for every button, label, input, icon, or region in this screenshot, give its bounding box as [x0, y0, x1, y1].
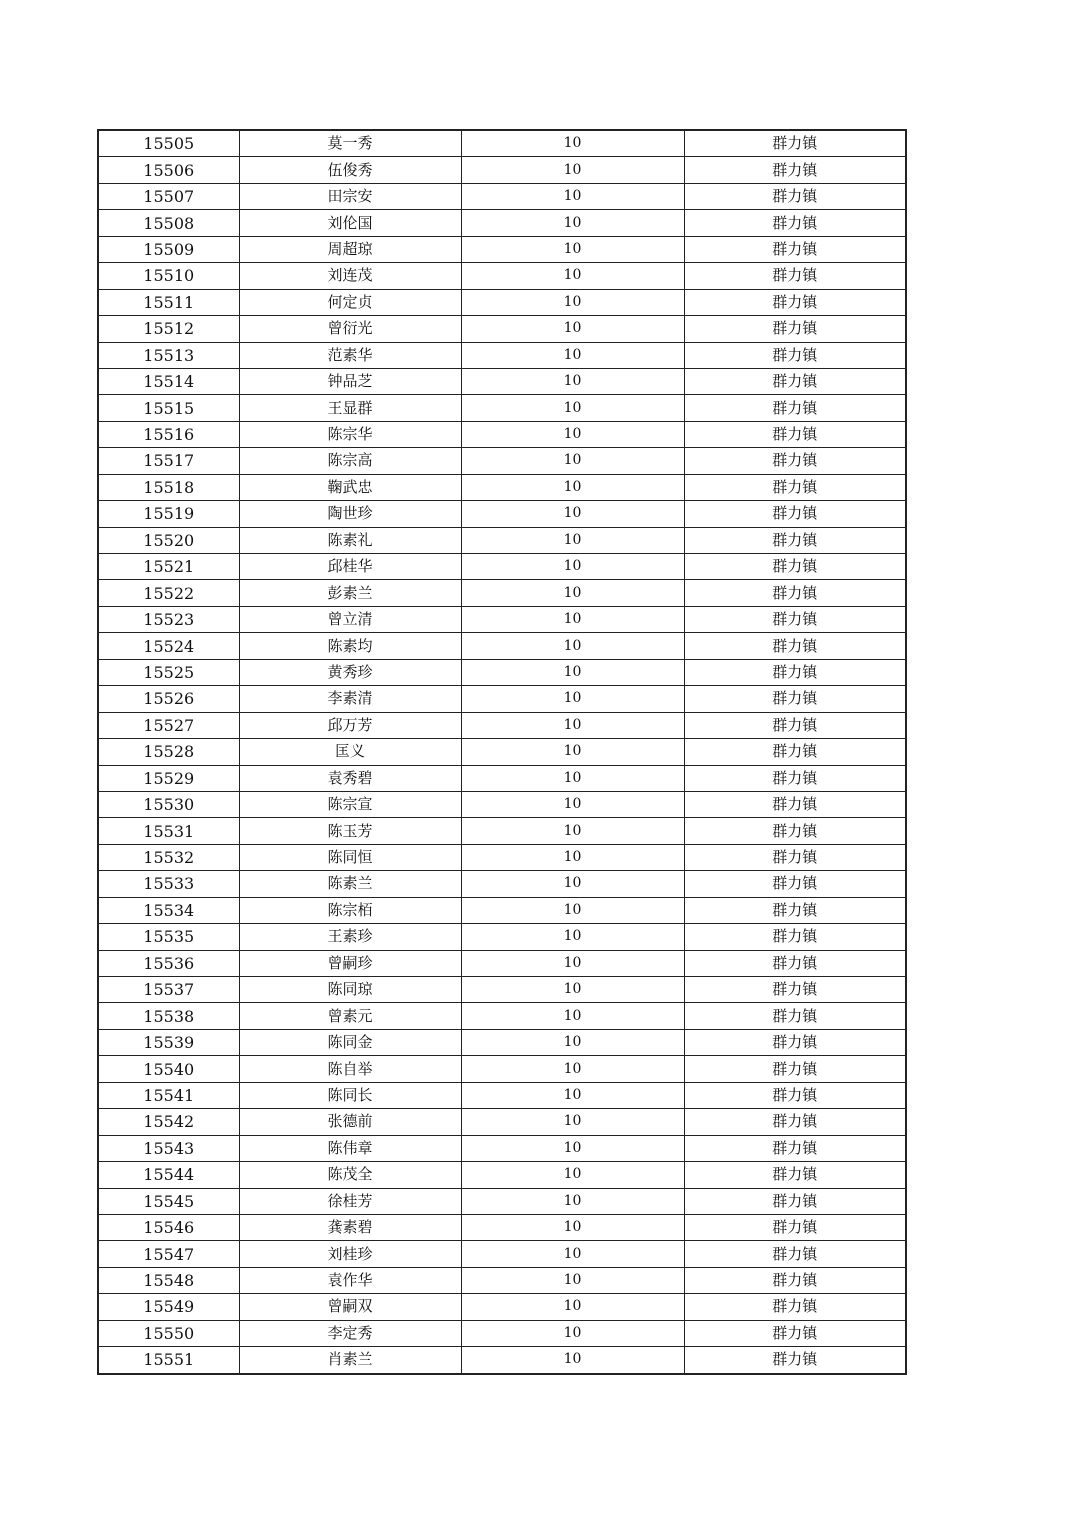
- row-town-cell: 群力镇: [684, 1267, 906, 1293]
- row-id-cell: 15535: [98, 924, 239, 950]
- row-name-cell: 陶世珍: [239, 501, 461, 527]
- row-name-cell: 邱万芳: [239, 712, 461, 738]
- table-row: [98, 580, 906, 606]
- row-town-cell: 群力镇: [684, 1003, 906, 1029]
- row-name-cell: 周超琼: [239, 236, 461, 262]
- table-body: [98, 130, 906, 1374]
- table-row: [98, 421, 906, 447]
- row-town-cell: 群力镇: [684, 157, 906, 183]
- row-name-cell: 钟品芝: [239, 368, 461, 394]
- row-town-cell: 群力镇: [684, 765, 906, 791]
- row-name-cell: 陈同长: [239, 1082, 461, 1108]
- table-row: [98, 1320, 906, 1346]
- table-row: [98, 1241, 906, 1267]
- table-row: [98, 289, 906, 315]
- row-id-cell: 15507: [98, 183, 239, 209]
- row-amount-cell: 10: [461, 1294, 684, 1320]
- row-id-cell: 15543: [98, 1135, 239, 1161]
- table-row: [98, 342, 906, 368]
- row-town-cell: 群力镇: [684, 791, 906, 817]
- row-town-cell: 群力镇: [684, 1029, 906, 1055]
- row-amount-cell: 10: [461, 924, 684, 950]
- row-amount-cell: 10: [461, 236, 684, 262]
- row-id-cell: 15522: [98, 580, 239, 606]
- row-name-cell: 黄秀珍: [239, 659, 461, 685]
- table-row: [98, 818, 906, 844]
- row-id-cell: 15537: [98, 977, 239, 1003]
- row-id-cell: 15548: [98, 1267, 239, 1293]
- row-amount-cell: 10: [461, 421, 684, 447]
- row-amount-cell: 10: [461, 1029, 684, 1055]
- row-name-cell: 王素珍: [239, 924, 461, 950]
- row-amount-cell: 10: [461, 289, 684, 315]
- row-id-cell: 15536: [98, 950, 239, 976]
- row-id-cell: 15515: [98, 395, 239, 421]
- row-name-cell: 陈宗高: [239, 448, 461, 474]
- row-amount-cell: 10: [461, 1082, 684, 1108]
- row-town-cell: 群力镇: [684, 1294, 906, 1320]
- table-row: [98, 236, 906, 262]
- table-row: [98, 183, 906, 209]
- row-id-cell: 15517: [98, 448, 239, 474]
- row-amount-cell: 10: [461, 210, 684, 236]
- row-amount-cell: 10: [461, 791, 684, 817]
- row-town-cell: 群力镇: [684, 501, 906, 527]
- table-row: [98, 606, 906, 632]
- row-amount-cell: 10: [461, 739, 684, 765]
- row-town-cell: 群力镇: [684, 263, 906, 289]
- row-amount-cell: 10: [461, 871, 684, 897]
- table-row: [98, 1056, 906, 1082]
- row-name-cell: 陈茂全: [239, 1162, 461, 1188]
- row-amount-cell: 10: [461, 1188, 684, 1214]
- row-amount-cell: 10: [461, 1214, 684, 1240]
- row-id-cell: 15509: [98, 236, 239, 262]
- row-id-cell: 15521: [98, 554, 239, 580]
- row-amount-cell: 10: [461, 316, 684, 342]
- row-name-cell: 陈玉芳: [239, 818, 461, 844]
- table-row: [98, 897, 906, 923]
- table-row: [98, 368, 906, 394]
- table-row: [98, 633, 906, 659]
- table-row: [98, 871, 906, 897]
- row-town-cell: 群力镇: [684, 183, 906, 209]
- row-amount-cell: 10: [461, 1003, 684, 1029]
- table-row: [98, 1003, 906, 1029]
- table-row: [98, 157, 906, 183]
- row-town-cell: 群力镇: [684, 316, 906, 342]
- row-town-cell: 群力镇: [684, 1188, 906, 1214]
- row-id-cell: 15520: [98, 527, 239, 553]
- row-name-cell: 徐桂芳: [239, 1188, 461, 1214]
- table-row: [98, 765, 906, 791]
- row-name-cell: 李定秀: [239, 1320, 461, 1346]
- row-name-cell: 陈伟章: [239, 1135, 461, 1161]
- row-town-cell: 群力镇: [684, 395, 906, 421]
- row-town-cell: 群力镇: [684, 1320, 906, 1346]
- row-town-cell: 群力镇: [684, 236, 906, 262]
- row-id-cell: 15512: [98, 316, 239, 342]
- row-amount-cell: 10: [461, 448, 684, 474]
- table-row: [98, 1347, 906, 1374]
- row-town-cell: 群力镇: [684, 1082, 906, 1108]
- row-name-cell: 田宗安: [239, 183, 461, 209]
- row-town-cell: 群力镇: [684, 130, 906, 157]
- row-name-cell: 邱桂华: [239, 554, 461, 580]
- row-amount-cell: 10: [461, 950, 684, 976]
- row-town-cell: 群力镇: [684, 289, 906, 315]
- row-town-cell: 群力镇: [684, 871, 906, 897]
- row-amount-cell: 10: [461, 474, 684, 500]
- row-amount-cell: 10: [461, 659, 684, 685]
- row-amount-cell: 10: [461, 1109, 684, 1135]
- table-row: [98, 1214, 906, 1240]
- row-id-cell: 15508: [98, 210, 239, 236]
- row-town-cell: 群力镇: [684, 1162, 906, 1188]
- row-amount-cell: 10: [461, 183, 684, 209]
- table-row: [98, 395, 906, 421]
- table-row: [98, 501, 906, 527]
- row-amount-cell: 10: [461, 844, 684, 870]
- row-amount-cell: 10: [461, 633, 684, 659]
- row-amount-cell: 10: [461, 368, 684, 394]
- row-name-cell: 曾嗣双: [239, 1294, 461, 1320]
- row-id-cell: 15505: [98, 130, 239, 157]
- row-id-cell: 15533: [98, 871, 239, 897]
- row-amount-cell: 10: [461, 686, 684, 712]
- row-id-cell: 15547: [98, 1241, 239, 1267]
- row-town-cell: 群力镇: [684, 1214, 906, 1240]
- row-id-cell: 15518: [98, 474, 239, 500]
- row-amount-cell: 10: [461, 1135, 684, 1161]
- row-name-cell: 伍俊秀: [239, 157, 461, 183]
- table-row: [98, 977, 906, 1003]
- row-name-cell: 刘伦国: [239, 210, 461, 236]
- row-amount-cell: 10: [461, 818, 684, 844]
- row-amount-cell: 10: [461, 130, 684, 157]
- row-name-cell: 刘桂珍: [239, 1241, 461, 1267]
- row-id-cell: 15549: [98, 1294, 239, 1320]
- row-amount-cell: 10: [461, 977, 684, 1003]
- row-town-cell: 群力镇: [684, 712, 906, 738]
- row-amount-cell: 10: [461, 1056, 684, 1082]
- row-name-cell: 曾嗣珍: [239, 950, 461, 976]
- row-amount-cell: 10: [461, 765, 684, 791]
- row-id-cell: 15511: [98, 289, 239, 315]
- row-town-cell: 群力镇: [684, 210, 906, 236]
- row-town-cell: 群力镇: [684, 739, 906, 765]
- table-row: [98, 1188, 906, 1214]
- row-id-cell: 15531: [98, 818, 239, 844]
- row-town-cell: 群力镇: [684, 1109, 906, 1135]
- row-name-cell: 陈素兰: [239, 871, 461, 897]
- row-id-cell: 15526: [98, 686, 239, 712]
- row-town-cell: 群力镇: [684, 977, 906, 1003]
- table-row: [98, 1029, 906, 1055]
- row-id-cell: 15506: [98, 157, 239, 183]
- row-name-cell: 范素华: [239, 342, 461, 368]
- row-name-cell: 张德前: [239, 1109, 461, 1135]
- row-id-cell: 15544: [98, 1162, 239, 1188]
- row-name-cell: 曾衍光: [239, 316, 461, 342]
- table-row: [98, 1082, 906, 1108]
- row-name-cell: 陈宗华: [239, 421, 461, 447]
- row-amount-cell: 10: [461, 1347, 684, 1374]
- row-id-cell: 15540: [98, 1056, 239, 1082]
- table-row: [98, 527, 906, 553]
- row-amount-cell: 10: [461, 395, 684, 421]
- table-row: [98, 659, 906, 685]
- row-town-cell: 群力镇: [684, 1056, 906, 1082]
- row-amount-cell: 10: [461, 1320, 684, 1346]
- row-id-cell: 15528: [98, 739, 239, 765]
- row-amount-cell: 10: [461, 157, 684, 183]
- row-id-cell: 15532: [98, 844, 239, 870]
- row-town-cell: 群力镇: [684, 659, 906, 685]
- row-id-cell: 15530: [98, 791, 239, 817]
- row-id-cell: 15542: [98, 1109, 239, 1135]
- row-id-cell: 15510: [98, 263, 239, 289]
- table-row: [98, 950, 906, 976]
- table-row: [98, 1294, 906, 1320]
- row-name-cell: 陈宗宣: [239, 791, 461, 817]
- row-name-cell: 曾立清: [239, 606, 461, 632]
- row-amount-cell: 10: [461, 263, 684, 289]
- table-row: [98, 448, 906, 474]
- row-id-cell: 15538: [98, 1003, 239, 1029]
- row-town-cell: 群力镇: [684, 527, 906, 553]
- table-row: [98, 554, 906, 580]
- row-amount-cell: 10: [461, 527, 684, 553]
- row-name-cell: 莫一秀: [239, 130, 461, 157]
- row-amount-cell: 10: [461, 712, 684, 738]
- row-id-cell: 15546: [98, 1214, 239, 1240]
- row-id-cell: 15551: [98, 1347, 239, 1374]
- row-name-cell: 陈同琼: [239, 977, 461, 1003]
- row-name-cell: 陈同金: [239, 1029, 461, 1055]
- row-name-cell: 匡义: [239, 739, 461, 765]
- row-town-cell: 群力镇: [684, 818, 906, 844]
- row-town-cell: 群力镇: [684, 342, 906, 368]
- row-id-cell: 15529: [98, 765, 239, 791]
- row-id-cell: 15519: [98, 501, 239, 527]
- row-name-cell: 刘连茂: [239, 263, 461, 289]
- row-amount-cell: 10: [461, 580, 684, 606]
- row-id-cell: 15541: [98, 1082, 239, 1108]
- row-id-cell: 15534: [98, 897, 239, 923]
- row-id-cell: 15539: [98, 1029, 239, 1055]
- row-id-cell: 15525: [98, 659, 239, 685]
- row-town-cell: 群力镇: [684, 686, 906, 712]
- row-town-cell: 群力镇: [684, 448, 906, 474]
- table-row: [98, 1135, 906, 1161]
- table-row: [98, 474, 906, 500]
- row-id-cell: 15527: [98, 712, 239, 738]
- row-name-cell: 陈自举: [239, 1056, 461, 1082]
- table-row: [98, 791, 906, 817]
- table-row: [98, 686, 906, 712]
- row-amount-cell: 10: [461, 897, 684, 923]
- table-row: [98, 1109, 906, 1135]
- row-name-cell: 王显群: [239, 395, 461, 421]
- row-name-cell: 陈宗栢: [239, 897, 461, 923]
- row-town-cell: 群力镇: [684, 606, 906, 632]
- row-name-cell: 陈同恒: [239, 844, 461, 870]
- table-row: [98, 1162, 906, 1188]
- row-amount-cell: 10: [461, 1162, 684, 1188]
- row-id-cell: 15516: [98, 421, 239, 447]
- row-name-cell: 袁秀碧: [239, 765, 461, 791]
- row-amount-cell: 10: [461, 501, 684, 527]
- row-name-cell: 肖素兰: [239, 1347, 461, 1374]
- row-id-cell: 15523: [98, 606, 239, 632]
- row-town-cell: 群力镇: [684, 950, 906, 976]
- row-town-cell: 群力镇: [684, 474, 906, 500]
- table-row: [98, 924, 906, 950]
- row-id-cell: 15524: [98, 633, 239, 659]
- table-row: [98, 316, 906, 342]
- row-id-cell: 15514: [98, 368, 239, 394]
- row-amount-cell: 10: [461, 606, 684, 632]
- row-town-cell: 群力镇: [684, 368, 906, 394]
- row-town-cell: 群力镇: [684, 924, 906, 950]
- row-id-cell: 15550: [98, 1320, 239, 1346]
- row-name-cell: 陈素均: [239, 633, 461, 659]
- table-row: [98, 844, 906, 870]
- table-row: [98, 130, 906, 157]
- row-town-cell: 群力镇: [684, 1241, 906, 1267]
- table-row: [98, 210, 906, 236]
- row-town-cell: 群力镇: [684, 1135, 906, 1161]
- row-town-cell: 群力镇: [684, 897, 906, 923]
- row-amount-cell: 10: [461, 1241, 684, 1267]
- row-amount-cell: 10: [461, 554, 684, 580]
- row-amount-cell: 10: [461, 1267, 684, 1293]
- row-id-cell: 15513: [98, 342, 239, 368]
- table-row: [98, 1267, 906, 1293]
- row-town-cell: 群力镇: [684, 1347, 906, 1374]
- row-id-cell: 15545: [98, 1188, 239, 1214]
- row-name-cell: 曾素元: [239, 1003, 461, 1029]
- row-amount-cell: 10: [461, 342, 684, 368]
- row-name-cell: 袁作华: [239, 1267, 461, 1293]
- row-name-cell: 何定贞: [239, 289, 461, 315]
- row-town-cell: 群力镇: [684, 580, 906, 606]
- table-row: [98, 712, 906, 738]
- row-name-cell: 李素清: [239, 686, 461, 712]
- row-town-cell: 群力镇: [684, 633, 906, 659]
- table-row: [98, 739, 906, 765]
- row-name-cell: 龚素碧: [239, 1214, 461, 1240]
- data-table: [97, 129, 907, 1375]
- row-town-cell: 群力镇: [684, 421, 906, 447]
- row-name-cell: 陈素礼: [239, 527, 461, 553]
- table-row: [98, 263, 906, 289]
- row-town-cell: 群力镇: [684, 554, 906, 580]
- row-name-cell: 彭素兰: [239, 580, 461, 606]
- row-name-cell: 鞠武忠: [239, 474, 461, 500]
- row-town-cell: 群力镇: [684, 844, 906, 870]
